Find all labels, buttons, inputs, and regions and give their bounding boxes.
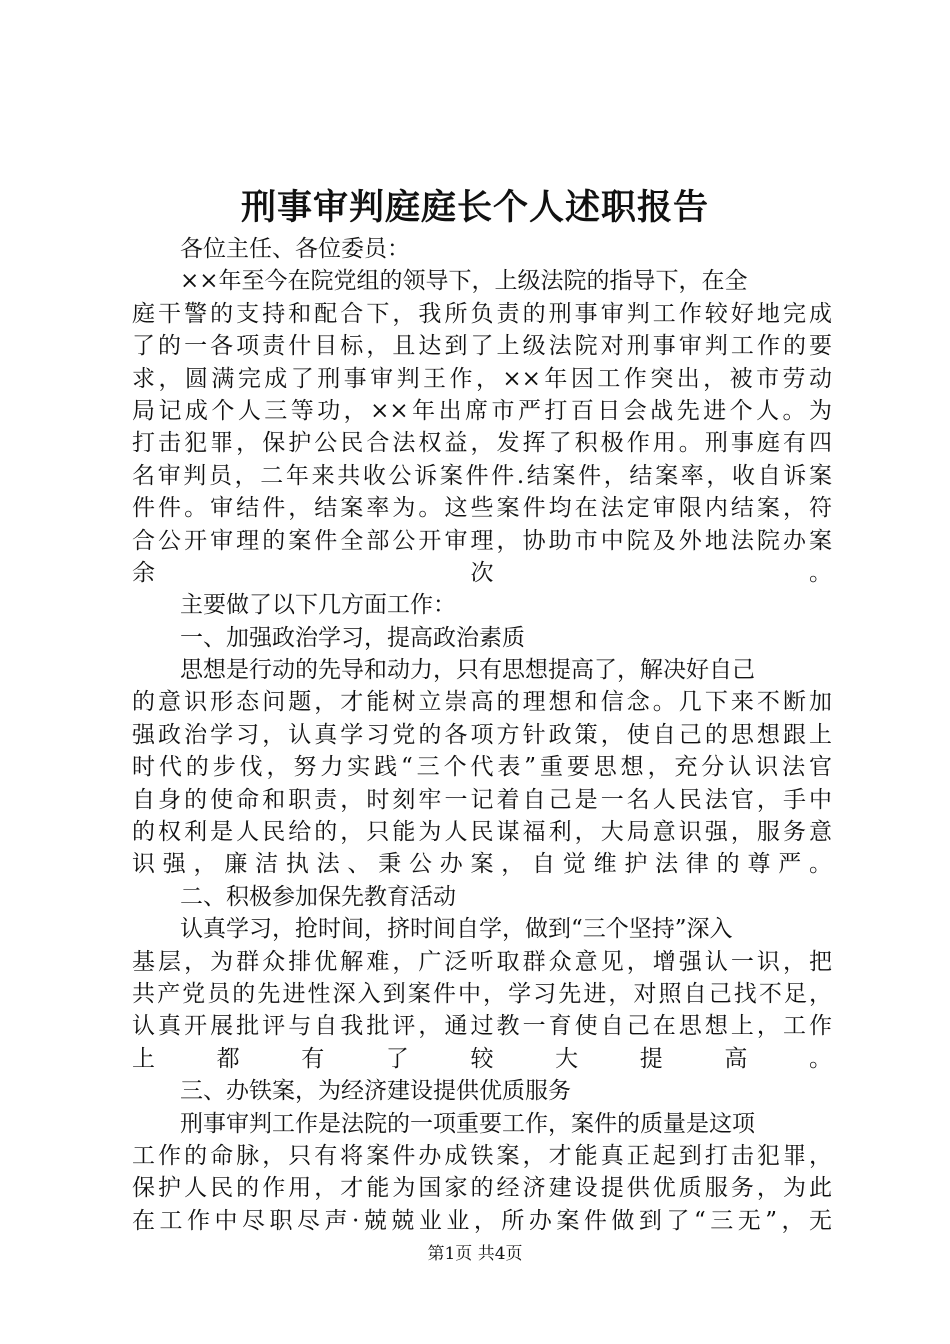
body-line: ××年至今在院党组的领导下，上级法院的指导下，在全	[180, 268, 748, 295]
body-line: 上都有了较大提高。	[132, 1045, 832, 1072]
body-line: 保护人民的作用，才能为国家的经济建设提供优质服务，为此	[132, 1175, 832, 1202]
body-line: 各位主任、各位委员：	[180, 236, 410, 262]
body-line: 余次。	[132, 559, 832, 586]
body-line: 的意识形态问题，才能树立崇高的理想和信念。几下来不断加	[132, 689, 832, 716]
body-line: 三、办铁案，为经济建设提供优质服务	[180, 1078, 571, 1105]
body-line: 强政治学习，认真学习党的各项方针政策，使自己的思想跟上	[132, 721, 832, 748]
body-line: 合公开审理的案件全部公开审理，协助市中院及外地法院办案	[132, 527, 832, 554]
body-line: 认真学习，抢时间，挤时间自学，做到“三个坚持”深入	[180, 916, 733, 943]
body-line: 局记成个人三等功，××年出席市严打百日会战先进个人。为	[132, 397, 832, 424]
body-line: 二、积极参加保先教育活动	[180, 883, 456, 910]
page-footer: 第1页 共4页	[427, 1244, 523, 1264]
body-line: 了的一各项责什目标，且达到了上级法院对刑事审判工作的要	[132, 333, 832, 360]
body-line: 求，圆满完成了刑事审判王作，××年因工作突出，被市劳动	[132, 365, 832, 392]
body-line: 时代的步伐，努力实践“三个代表”重要思想，充分认识法官	[132, 754, 832, 781]
body-line: 主要做了以下几方面工作：	[180, 592, 456, 619]
body-line: 一、加强政治学习，提高政治素质	[180, 624, 525, 651]
document-title: 刑事审判庭庭长个人述职报告	[240, 187, 709, 228]
body-line: 工作的命脉，只有将案件办成铁案，才能真正起到打击犯罪，	[132, 1142, 832, 1169]
body-line: 名审判员，二年来共收公诉案件件.结案件，结案率，收自诉案	[132, 462, 832, 489]
body-line: 庭干警的支持和配合下，我所负责的刑事审判工作较好地完成	[132, 300, 832, 327]
body-line: 思想是行动的先导和动力，只有思想提高了，解决好自己	[180, 657, 755, 684]
body-line: 自身的使命和职责，时刻牢一记着自己是一名人民法官，手中	[132, 786, 832, 813]
document-body	[132, 233, 832, 1237]
body-line: 共产党员的先进性深入到案件中，学习先进，对照自己找不足，	[132, 980, 832, 1007]
body-line: 打击犯罪，保护公民合法权益，发挥了积极作用。刑事庭有四	[132, 430, 832, 457]
body-line: 件件。审结件，结案率为。这些案件均在法定审限内结案，符	[132, 495, 832, 522]
body-line: 识强，廉洁执法、秉公办案，自觉维护法律的尊严。	[132, 851, 832, 878]
body-line: 刑事审判工作是法院的一项重要工作，案件的质量是这项	[180, 1110, 755, 1137]
body-line: 基层，为群众排优解难，广泛听取群众意见，增强认一识，把	[132, 948, 832, 975]
body-line: 的权利是人民给的，只能为人民谋福利，大局意识强，服务意	[132, 819, 832, 846]
body-line: 在工作中尽职尽声·兢兢业业，所办案件做到了“三无”，无	[132, 1207, 832, 1234]
body-line: 认真开展批评与自我批评，通过教一育使自己在思想上，工作	[132, 1013, 832, 1040]
